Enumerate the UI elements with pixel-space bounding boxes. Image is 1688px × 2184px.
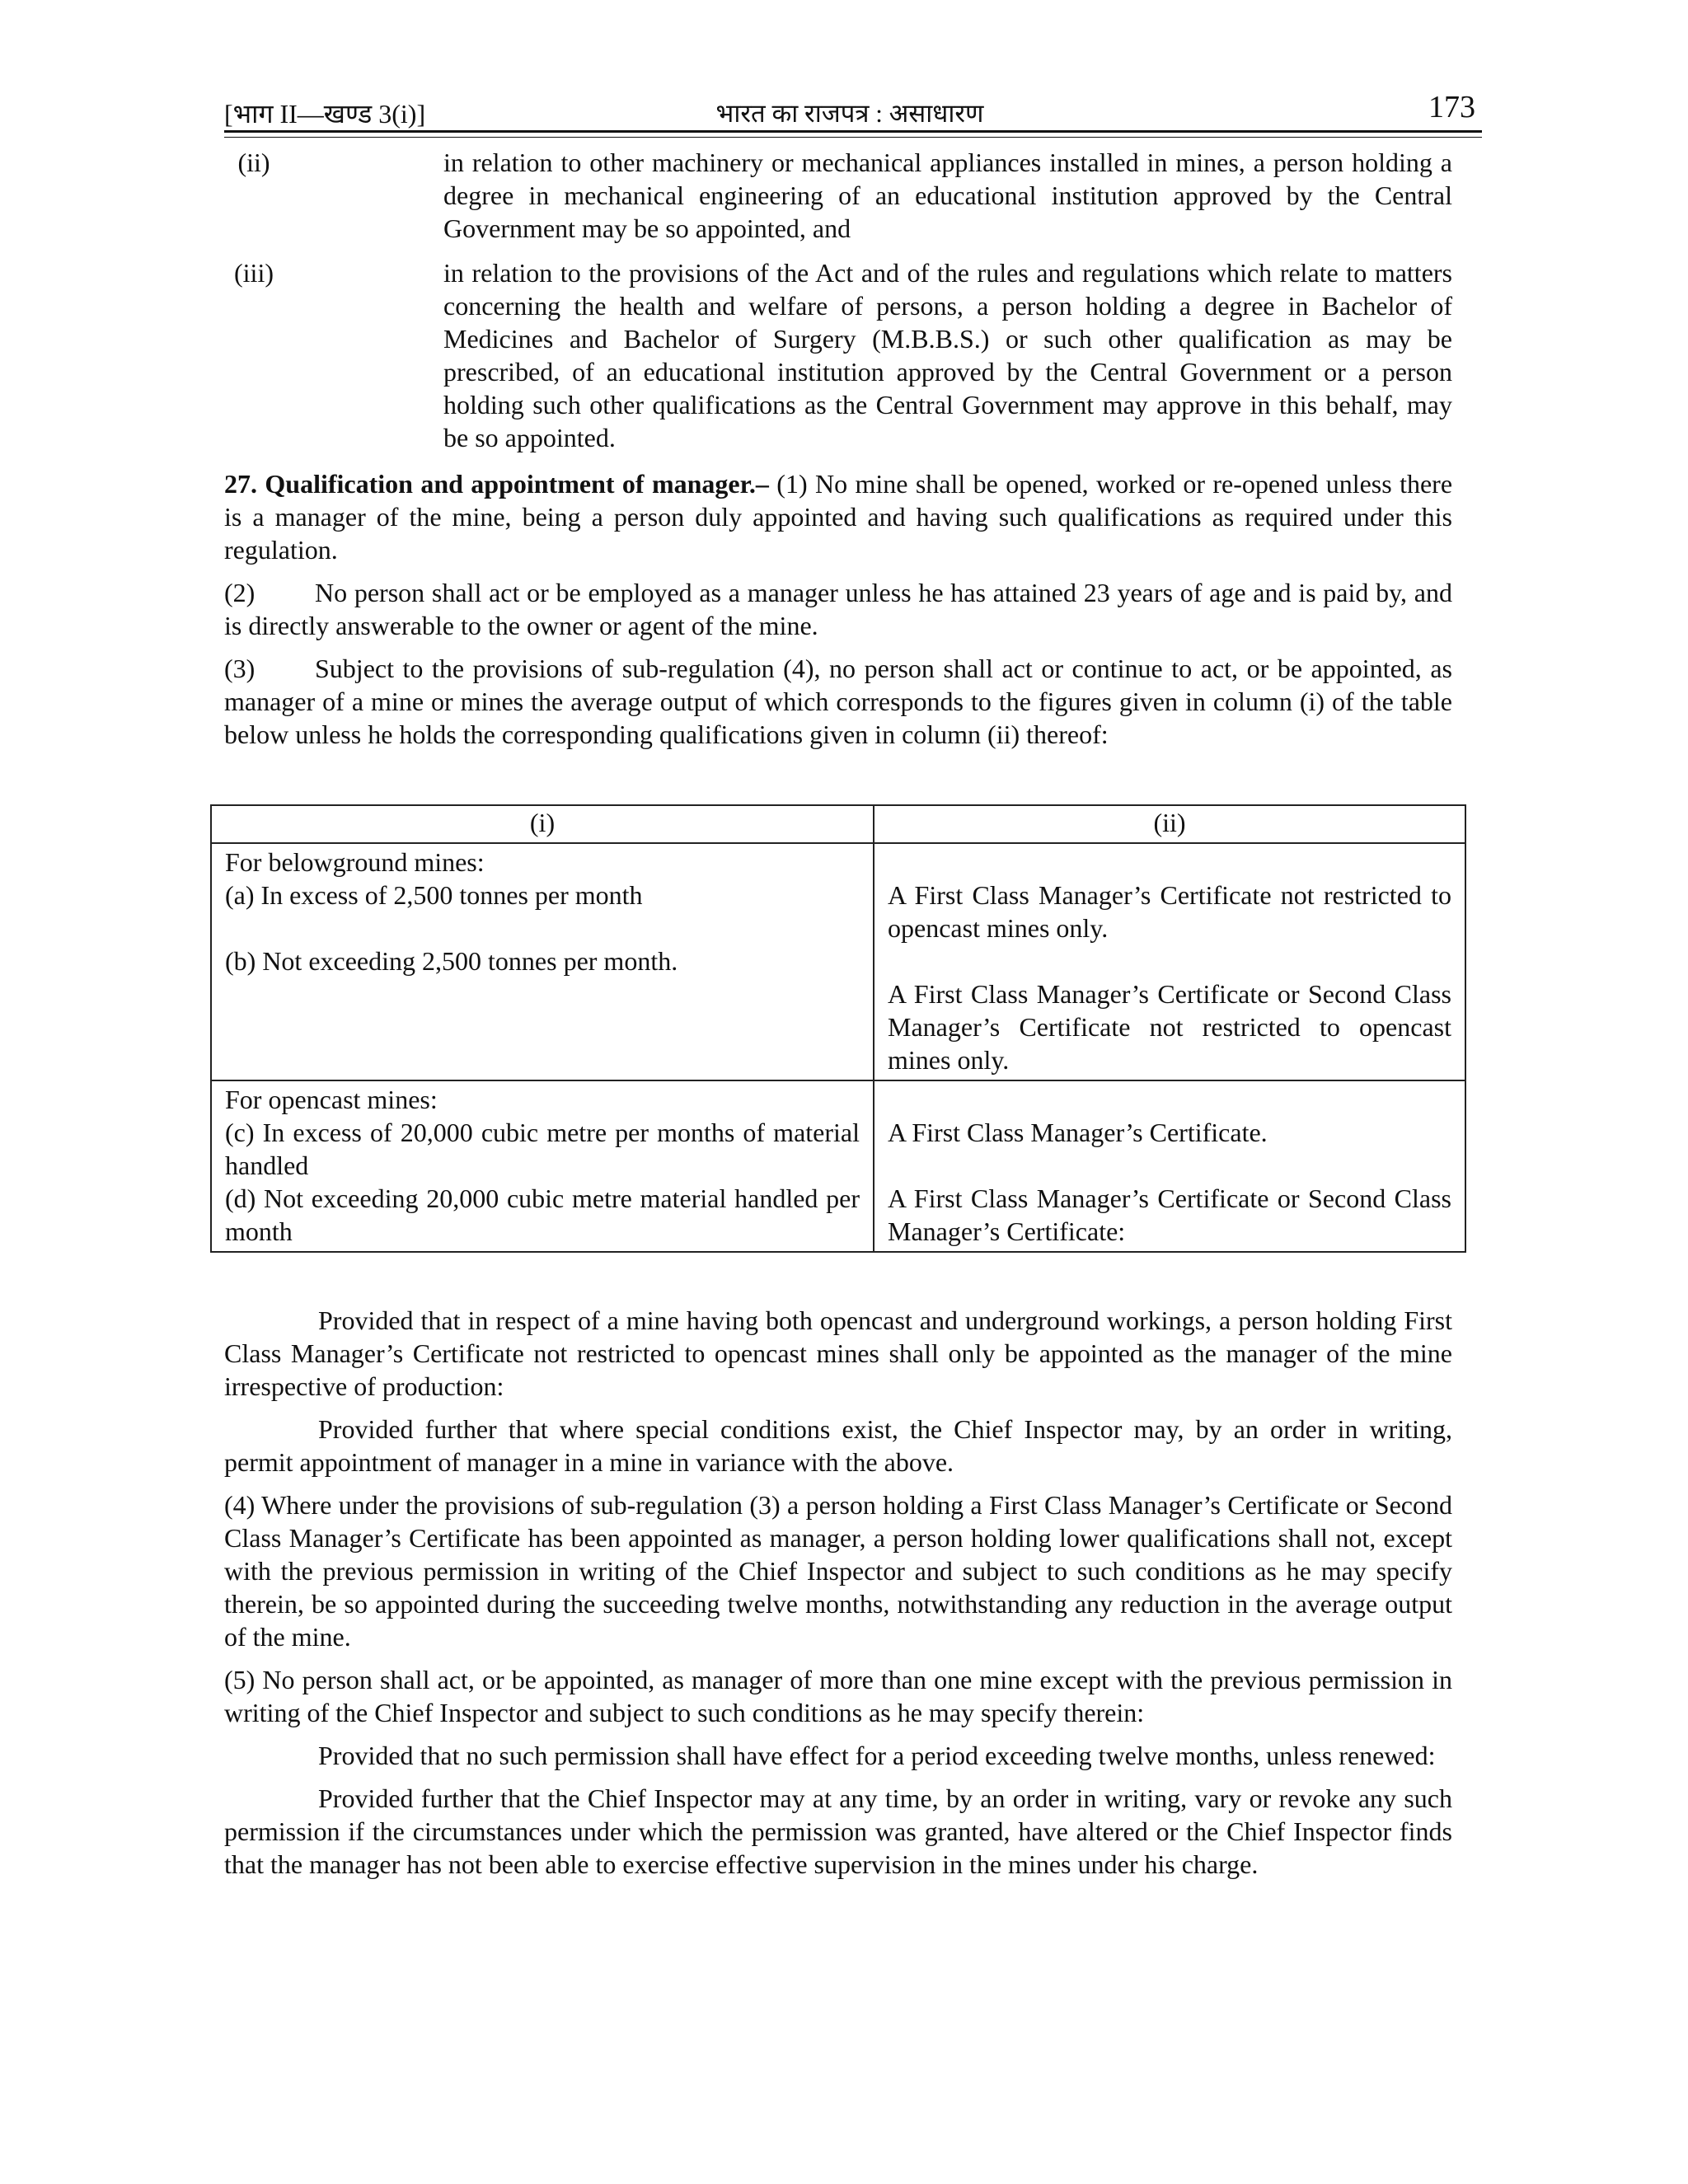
list-item-number: (ii) — [237, 148, 270, 177]
header-rule-thin — [224, 137, 1482, 138]
qualification-a: A First Class Manager’s Certificate not restricted to opencast mines only. — [888, 880, 1451, 943]
proviso-4: Provided further that the Chief Inspector may at any time, by an order in writing, vary or revoke any such permission if the circumstances under which the permission was granted, have altered or the Chief Inspector finds that the manager has not been able to exercise effective supervision in the mines under his charge. — [224, 1783, 1452, 1879]
page-number: 173 — [1428, 90, 1475, 124]
header-gazette-title: भारत का राजपत्र : असाधारण — [715, 99, 984, 128]
section-27-para-1 — [224, 467, 1452, 566]
upper-body — [224, 146, 1452, 761]
output-range-a: (a) In excess of 2,500 tonnes per month — [225, 880, 643, 910]
output-range-b: (b) Not exceeding 2,500 tonnes per month. — [225, 946, 678, 976]
belowground-output-cell — [211, 843, 874, 1080]
para-text: No person shall act or be employed as a manager unless he has attained 23 years of age and is paid by, and is directly answerable to the owner or agent of the mine. — [224, 578, 1452, 640]
opencast-output-cell — [211, 1080, 874, 1252]
section-27-para-2 — [224, 576, 1452, 642]
column-header-ii: (ii) — [874, 805, 1465, 843]
list-item-number: (iii) — [234, 258, 274, 288]
output-range-d: (d) Not exceeding 20,000 cubic metre material handled per month — [225, 1183, 860, 1246]
para-number: (2) — [224, 578, 256, 607]
sub-regulation-4: (4) Where under the provisions of sub-regulation (3) a person holding a First Class Manager’s Certificate or Second Class Manager’s Certificate has been appointed as manager, a person holding lower qualifications shall not, except with the previous permission in writing of the Chief Inspector and subject to such conditions as he may specify therein, be so appointed during the succeeding twelve months, notwithstanding any reduction in the average output of the mine. — [224, 1490, 1452, 1652]
output-range-c: (c) In excess of 20,000 cubic metre per months of material handled — [225, 1118, 860, 1180]
lower-body — [224, 1304, 1452, 1891]
list-item-text: in relation to the provisions of the Act and of the rules and regulations which relate to matters concerning the health and welfare of persons, a person holding a degree in Bachelor of Medicines and Bachelor of Surgery (M.B.B.S.) or such other qualification as may be prescribed, of an educational institution approved by the Central Government or a person holding such other qualifications as the Central Government may approve in this behalf, may be so appointed. — [443, 258, 1452, 452]
qualification-table — [210, 804, 1466, 1253]
belowground-qualification-cell — [874, 843, 1465, 1080]
column-header-i: (i) — [211, 805, 874, 843]
para-number: (3) — [224, 654, 256, 683]
header-part-section: [भाग II—खण्ड 3(i)] — [224, 99, 426, 129]
para-text: (1) No mine shall be opened, worked or re-opened unless there is a manager of the mine, being a person duly appointed and having such qualifications as required under this regulation. — [224, 469, 1453, 565]
belowground-label: For belowground mines: — [225, 847, 485, 877]
qualification-d: A First Class Manager’s Certificate or Second Class Manager’s Certificate: — [888, 1183, 1451, 1246]
opencast-qualification-cell — [874, 1080, 1465, 1252]
list-item — [224, 256, 1452, 454]
qualification-b: A First Class Manager’s Certificate or Second Class Manager’s Certificate not restricted to opencast mines only. — [888, 979, 1451, 1075]
table-row-opencast — [211, 1080, 1465, 1252]
para-text: Subject to the provisions of sub-regulation (4), no person shall act or continue to act, or be appointed, as manager of a mine or mines the average output of which corresponds to the figures given in column (i) of the table below unless he holds the corresponding qualifications given in column (ii) thereof: — [224, 654, 1452, 749]
list-item-text: in relation to other machinery or mechanical appliances installed in mines, a person holding a degree in mechanical engineering of an educational institution approved by the Central Government may be so appointed, and — [443, 148, 1452, 243]
opencast-label: For opencast mines: — [225, 1085, 438, 1114]
table-header-row — [211, 805, 1465, 843]
proviso-3: Provided that no such permission shall have effect for a period exceeding twelve months, unless renewed: — [318, 1741, 1436, 1770]
list-item — [224, 146, 1452, 245]
table-row-belowground — [211, 843, 1465, 1080]
proviso-2: Provided further that where special conditions exist, the Chief Inspector may, by an order in writing, permit appointment of manager in a mine in variance with the above. — [224, 1414, 1452, 1477]
header-rule-thick — [224, 130, 1482, 133]
section-27-para-3 — [224, 652, 1452, 751]
running-header — [224, 89, 1475, 132]
proviso-1: Provided that in respect of a mine having both opencast and underground workings, a person holding First Class Manager’s Certificate not restricted to opencast mines shall only be appointed as the manager of the mine irrespective of production: — [224, 1305, 1452, 1401]
sub-regulation-5: (5) No person shall act, or be appointed, as manager of more than one mine except with the previous permission in writing of the Chief Inspector and subject to such conditions as he may specify therein: — [224, 1665, 1452, 1727]
qualification-c: A First Class Manager’s Certificate. — [888, 1118, 1268, 1147]
section-heading: 27. Qualification and appointment of manager.– — [224, 469, 769, 499]
